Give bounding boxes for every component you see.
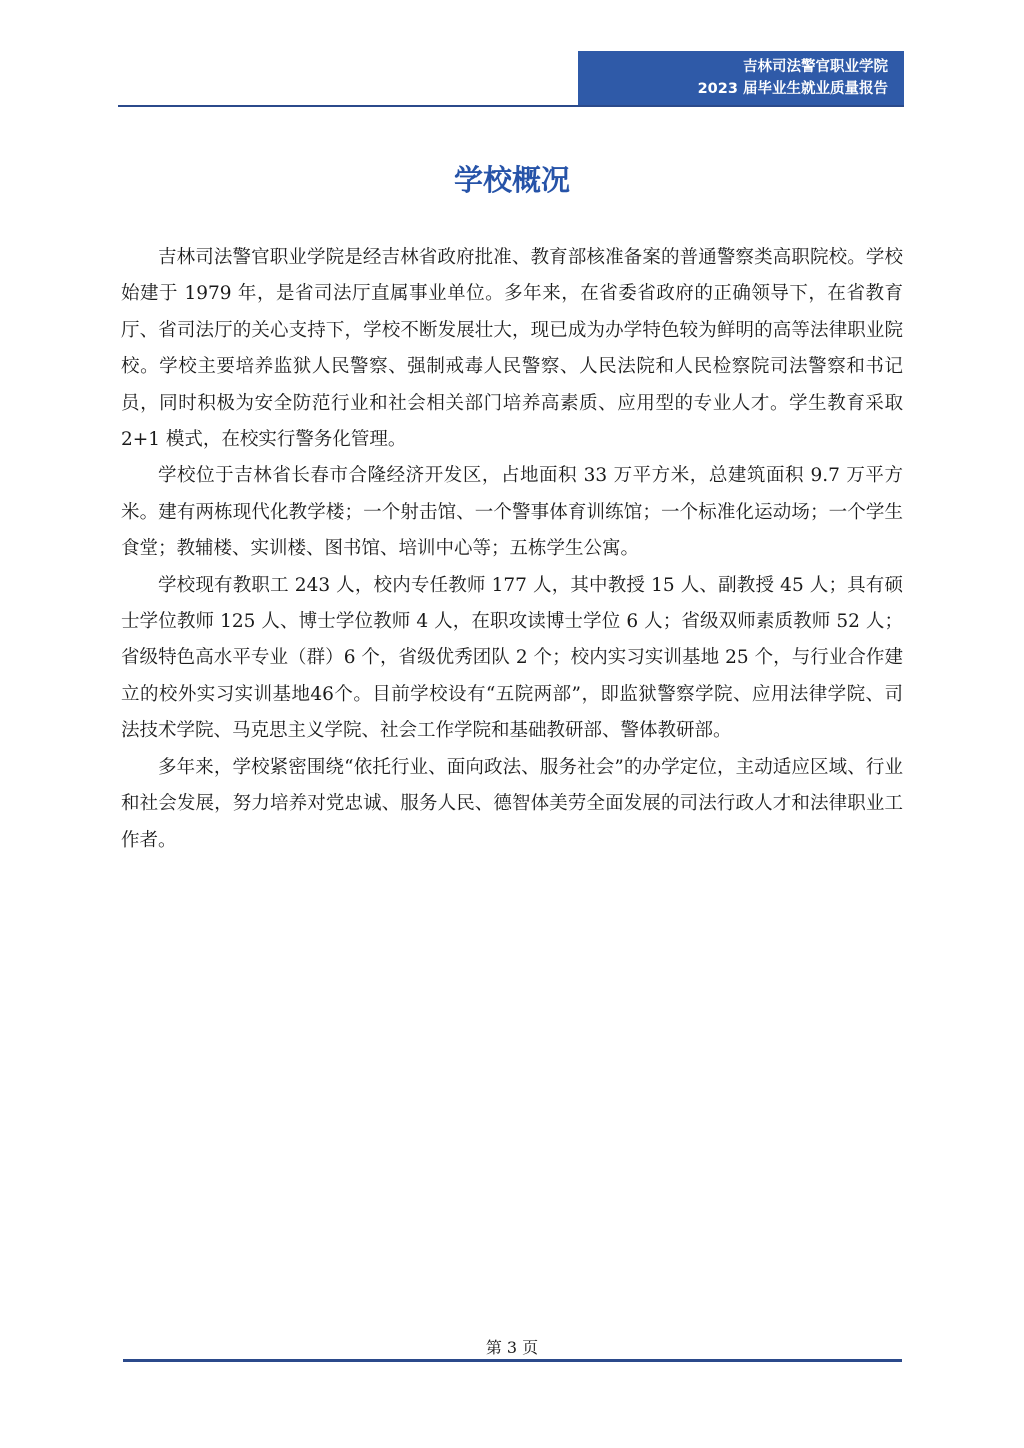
report-header [578, 51, 904, 105]
paragraph-faculty: 学校现有教职工 243 人，校内专任教师 177 人，其中教授 15 人、副教授 45 人；具有硕士学位教师 125 人、博士学位教师 4 人，在职攻读博士学位 6 人；省级双师素质教师 52 人；省级特色高水平专业（群）6 个，省级优秀团队 2 个；校内实习实训基地 25 个，与行业合作建立的校外实习实训基地46个。目前学校设有“五院两部”，即监狱警察学院、应用法律学院、司法技术学院、马克思主义学院、社会工作学院和基础教研部、警体教研部。 [121, 574, 903, 742]
body-text [121, 240, 903, 859]
page-title: 学校概况 [453, 163, 570, 197]
header-school-name: 吉林司法警官职业学院 [743, 59, 888, 75]
page-number: 第 3 页 [485, 1338, 539, 1357]
paragraph-mission: 多年来，学校紧密围绕“依托行业、面向政法、服务社会”的办学定位，主动适应区域、行业和社会发展，努力培养对党忠诚、服务人民、德智体美劳全面发展的司法行政人才和法律职业工作者。 [121, 756, 903, 851]
header-rule [118, 105, 904, 107]
paragraph-overview: 吉林司法警官职业学院是经吉林省政府批准、教育部核准备案的普通警察类高职院校。学校始建于 1979 年，是省司法厅直属事业单位。多年来，在省委省政府的正确领导下，在省教育厅、省司法厅的关心支持下，学校不断发展壮大，现已成为办学特色较为鲜明的高等法律职业院校。学校主要培养监狱人民警察、强制戒毒人民警察、人民法院和人民检察院司法警察和书记员，同时积极为安全防范行业和社会相关部门培养高素质、应用型的专业人才。学生教育采取 2+1 模式，在校实行警务化管理。 [121, 247, 903, 451]
header-report-title: 2023 届毕业生就业质量报告 [697, 81, 888, 97]
paragraph-location: 学校位于吉林省长春市合隆经济开发区，占地面积 33 万平方米，总建筑面积 9.7 万平方米。建有两栋现代化教学楼；一个射击馆、一个警事体育训练馆；一个标准化运动场；一个学生食堂；教辅楼、实训楼、图书馆、培训中心等；五栋学生公寓。 [121, 465, 903, 560]
footer-rule [123, 1359, 902, 1362]
